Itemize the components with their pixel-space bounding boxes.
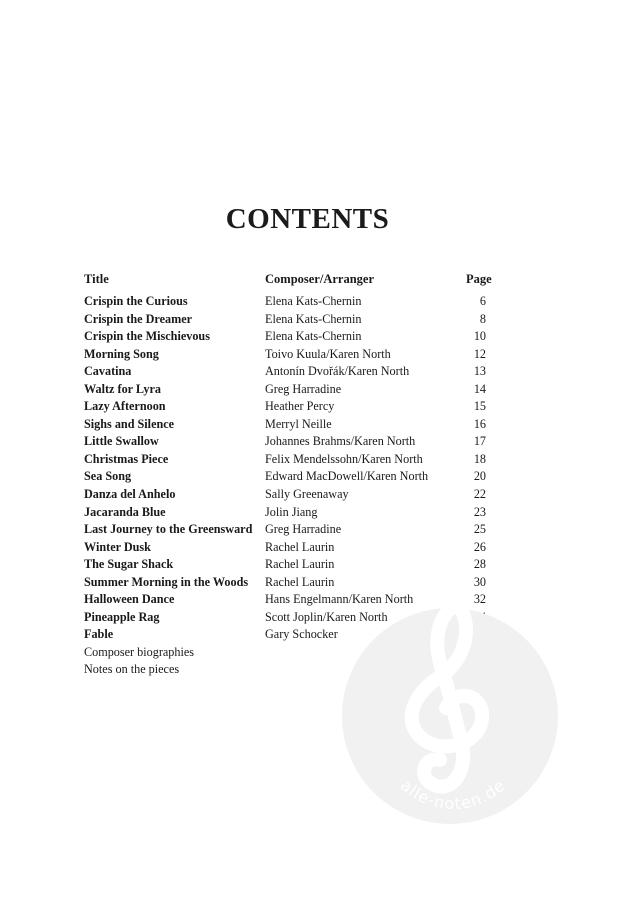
entry-page: 20 [473,469,486,484]
contents-row [84,347,504,365]
entry-composer: Edward MacDowell/Karen North [265,469,429,484]
column-headers [84,272,504,290]
contents-row [84,557,504,575]
contents-row [84,382,504,400]
entry-composer: Gary Schocker [265,627,338,642]
entry-page: 22 [473,487,486,502]
entry-title: Crispin the Curious [84,294,188,308]
entry-composer: Felix Mendelssohn/Karen North [265,451,423,466]
entry-page: 26 [473,539,486,554]
contents-row [84,505,504,523]
entry-page: 32 [473,592,486,607]
entry-composer: Johannes Brahms/Karen North [265,434,416,449]
entry-title: Little Swallow [84,434,159,449]
entry-title: Danza del Anhelo [84,487,176,502]
entry-composer: Scott Joplin/Karen North [265,609,388,624]
entry-page: 10 [473,329,486,344]
contents-row [84,399,504,417]
entry-composer: Rachel Laurin [265,539,335,554]
contents-row [84,434,504,452]
entry-title: Crispin the Mischievous [84,329,210,344]
entry-title: The Sugar Shack [84,557,174,572]
entry-title: Notes on the pieces [84,662,180,677]
entry-page: 14 [473,381,486,396]
entry-composer: Rachel Laurin [265,574,335,589]
entry-composer: Greg Harradine [265,381,342,396]
entry-title: Winter Dusk [84,539,151,554]
entry-title: Christmas Piece [84,451,169,466]
entry-composer: Rachel Laurin [265,557,335,572]
contents-row [84,452,504,470]
entry-page: 12 [473,346,486,361]
entry-composer: Hans Engelmann/Karen North [265,592,414,607]
entry-title: Composer biographies [84,644,195,659]
contents-row [84,294,504,312]
entry-title: Morning Song [84,346,159,361]
entry-page: 28 [473,557,486,572]
entry-composer: Toivo Kuula/Karen North [265,346,391,361]
entry-page: 25 [473,522,486,537]
entry-title: Last Journey to the Greensward [84,522,253,537]
watermark-text: alle-noten.de [396,775,510,814]
entry-composer: Heather Percy [265,399,335,414]
entry-page: 6 [479,294,486,308]
header-title: Title [84,272,109,286]
entry-title: Pineapple Rag [84,609,160,624]
entry-title: Fable [84,627,114,642]
contents-row [84,540,504,558]
entry-title: Jacaranda Blue [84,504,166,519]
header-page: Page [466,272,492,286]
entry-title: Sighs and Silence [84,416,175,431]
header-composer: Composer/Arranger [265,272,374,286]
entry-page: 18 [473,451,486,466]
entry-title: Cavatina [84,364,132,379]
entry-title: Waltz for Lyra [84,381,161,396]
entry-composer: Sally Greenaway [265,487,349,502]
entry-composer: Merryl Neille [265,416,332,431]
contents-row [84,469,504,487]
contents-row [84,417,504,435]
contents-row [84,364,504,382]
entry-composer: Antonín Dvořák/Karen North [265,364,410,379]
contents-row [84,487,504,505]
entry-page: 8 [479,311,486,326]
entry-page: 16 [473,416,486,431]
contents-row [84,312,504,330]
entry-composer: Jolin Jiang [265,504,318,519]
contents-row [84,522,504,540]
entry-title: Sea Song [84,469,132,484]
entry-page: 30 [473,574,486,589]
entry-title: Summer Morning in the Woods [84,574,249,589]
entry-page: 13 [473,364,486,379]
entry-page: 17 [473,434,486,449]
entry-composer: Greg Harradine [265,522,342,537]
contents-row [84,329,504,347]
entry-composer: Elena Kats-Chernin [265,311,362,326]
entry-title: Lazy Afternoon [84,399,166,414]
entry-page: 15 [473,399,486,414]
entry-composer: Elena Kats-Chernin [265,294,362,308]
entry-page: 23 [473,504,486,519]
entry-composer: Elena Kats-Chernin [265,329,362,344]
page-title: CONTENTS [225,203,390,235]
entry-title: Halloween Dance [84,592,175,607]
entry-title: Crispin the Dreamer [84,311,193,326]
treble-clef-watermark-icon [340,584,560,846]
